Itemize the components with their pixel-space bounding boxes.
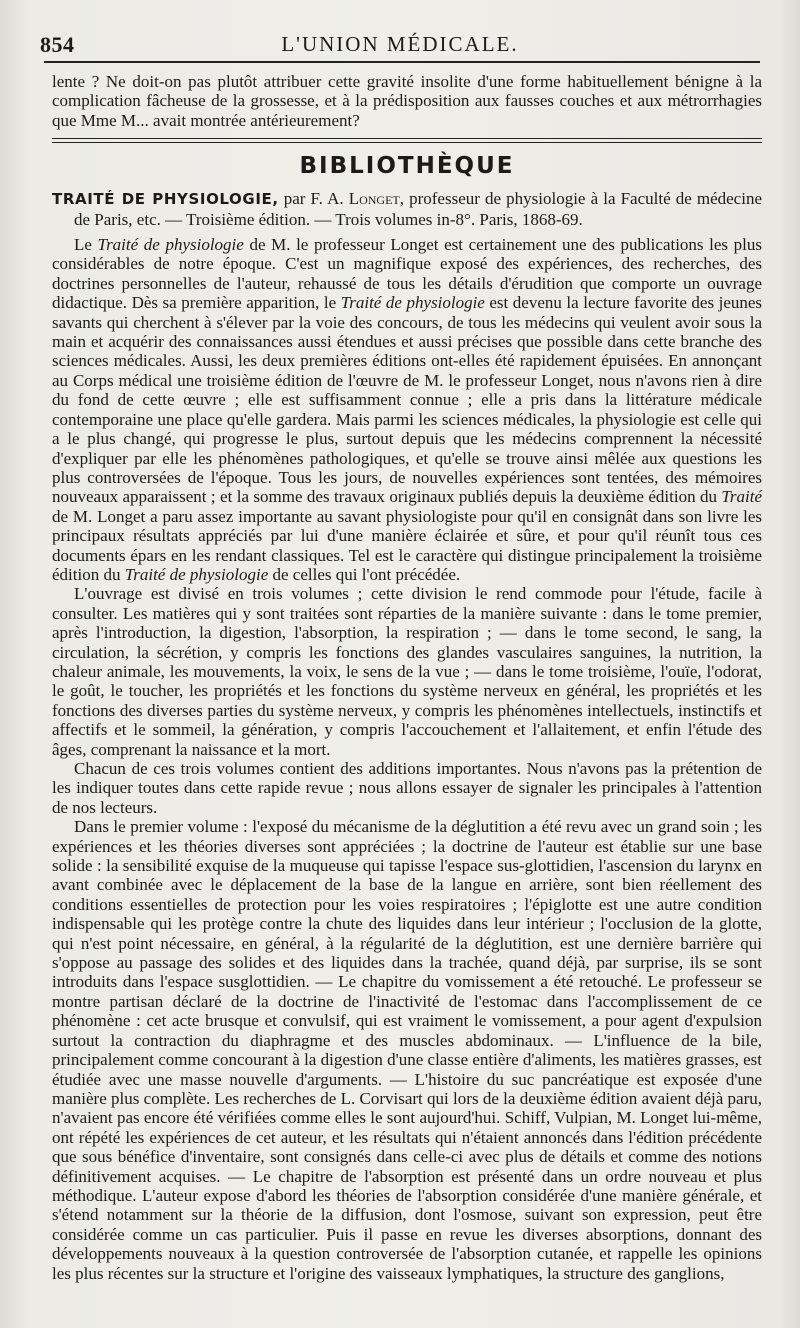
book-details: , professeur de physiologie à la Faculté de médecine de Paris, etc. — Troisième édition. — Trois volumes in-8°. Paris, 1868-69. — [74, 189, 763, 229]
intro-paragraph: lente ? Ne doit-on pas plutôt attribuer cette gravité insolite d'une forme habituellement bénigne à la complication fâcheuse de la grossesse, et à la prédisposition aux fausses couches et aux métrorrhagies que Mme M... avait montrée antérieurement? — [52, 72, 762, 130]
section-divider — [52, 138, 762, 143]
header-rule — [44, 61, 760, 63]
italic-title: Traité — [721, 487, 762, 507]
book-title: TRAITÉ DE PHYSIOLOGIE, — [52, 190, 279, 209]
body-paragraph-3: Chacun de ces trois volumes contient des additions importantes. Nous n'avons pas la prétention de les indiquer toutes dans cette rapide revue ; nous allons essayer de signaler les principales à l'attention de nos lecteurs. — [52, 759, 762, 817]
italic-title: Traité de physiologie — [97, 235, 244, 255]
book-author: Longet — [348, 189, 400, 209]
italic-title: Traité de physiologie — [340, 293, 485, 313]
running-head — [40, 28, 760, 58]
text-run: est devenu la lecture favorite des jeunes savants qui cherchent à s'élever par la voie des concours, de tous les médecins qui veulent avoir sous la main et acquérir des connaissances aussi étendues et aussi précises que possible dans cette branche des sciences médicales. Aussi, les deux premières éditions ont-elles été rapidement épuisées. En annonçant au Corps médical une troisième édition de l'œuvre de M. le professeur Longet, nous n'avons rien à dire du fond de cette œuvre ; elle est suffisamment connue ; elle a pris dans la littérature médicale contemporaine une place qu'elle gardera. Mais parmi les sciences médicales, la physiologie est celle qui a le plus changé, qui progresse le plus, surtout depuis que les médecins comprennent la nécessité d'expliquer par elle les phénomènes pathologiques, et qu'elle se trouve ainsi mêlée aux questions les plus controversées de l'époque. Tous les jours, de nouvelles expériences sont tentées, des mémoires nouveaux apparaissent ; et la somme des travaux originaux publiés depuis la deuxième édition du — [52, 293, 763, 507]
section-heading: BIBLIOTHÈQUE — [299, 153, 515, 180]
page-content — [52, 72, 762, 1283]
journal-title: L'UNION MÉDICALE. — [281, 32, 519, 56]
book-by: par F. A. — [278, 189, 349, 209]
text-run: de celles qui l'ont précédée. — [268, 564, 461, 584]
text-run: Le — [74, 235, 98, 255]
text-run: de M. le professeur Longet est certainement une des publications les plus considérables de notre époque. C'est un magnifique exposé des expériences, des recherches, des doctrines personnelles de l'auteur, rehaussé de tous les détails d'érudition que comporte un ouvrage didactique. Dès sa première apparition, le — [52, 235, 762, 313]
bibliography-entry — [52, 189, 762, 229]
body-paragraph-2: L'ouvrage est divisé en trois volumes ; cette division le rend commode pour l'étude, facile à consulter. Les matières qui y sont traitées sont réparties de la manière suivante : dans le tome premier, après l'introduction, la digestion, l'absorption, la respiration ; — dans le tome second, le sang, la circulation, la sécrétion, y compris les fonctions des glandes vasculaires sanguines, la nutrition, la chaleur animale, les mouvements, la voix, le sens de la vue ; — dans le tome troisième, l'ouïe, l'odorat, le goût, le toucher, les propriétés et les fonctions du système nerveux en général, les propriétés et les fonctions des diverses parties du système nerveux, y compris les phénomènes intellectuels, instinctifs et affectifs et le sommeil, la génération, y compris l'accouchement et l'allaitement, et enfin l'étude des âges, comprenant la naissance et la mort. — [52, 584, 762, 759]
text-run: de M. Longet a paru assez importante au savant physiologiste pour qu'il en consignât dans son livre les principaux résultats appréciés par lui d'une manière éclairée et sûre, et pour qu'il réunît tous ces documents épars en les rendant classiques. Tel est le caractère qui distingue principalement la troisième édition du — [52, 506, 762, 584]
italic-title: Traité de physiologie — [124, 564, 269, 584]
body-paragraph-1 — [52, 235, 762, 584]
page-number: 854 — [40, 32, 75, 57]
body-paragraph-4: Dans le premier volume : l'exposé du mécanisme de la déglutition a été revu avec un grand soin ; les expériences et les théories diverses sont appréciées ; la doctrine de l'auteur est établie sur une base solide : la sensibilité exquise de la muqueuse qui tapisse l'espace sus-glottidien, l'ascension du larynx en avant combinée avec le déplacement de la base de la langue en arrière, sont bien réellement des conditions essentielles de protection pour les voies respiratoires ; l'épiglotte est une autre condition indispensable qui les protège contre la chute des liquides dans leur intérieur ; l'occlusion de la glotte, qui n'est point nécessaire, en général, à la régularité de la déglutition, est une dernière barrière qui s'oppose au passage des solides et des liquides dans la trachée, quand déjà, par surprise, ils se sont introduits dans l'espace susglottidien. — Le chapitre du vomissement a été retouché. Le professeur se montre partisan déclaré de la doctrine de l'inactivité de l'estomac dans l'accomplissement de ce phénomène : cet acte brusque et convulsif, qui est vraiment le vomissement, a pour agent d'expulsion surtout la contraction du diaphragme et des muscles abdominaux. — L'influence de la bile, principalement comme concourant à la digestion d'une classe entière d'aliments, les matières grasses, est étudiée avec une masse nouvelle d'arguments. — L'histoire du suc pancréatique est exposée d'une manière plus complète. Les recherches de L. Corvisart qui lors de la deuxième édition avaient déjà paru, n'avaient pas encore été vérifiées comme elles le sont aujourd'hui. Schiff, Vulpian, M. Longet lui-même, ont répété les expériences de cet auteur, et les résultats qui n'étaient annoncés dans l'édition précédente que sous bénéfice d'inventaire, sont consignés dans celle-ci avec plus de détails et comme des notions définitivement acquises. — Le chapitre de l'absorption est présenté dans un ordre nouveau et plus méthodique. L'auteur expose d'abord les théories de l'absorption considérée d'une manière générale, et s'étend notamment sur la théorie de la diffusion, dont l'osmose, suivant son expression, peut être considérée comme un cas particulier. Puis il passe en revue les diverses absorptions, donnant des développements nouveaux à la question controversée de l'absorption cutanée, et rappelle les opinions les plus récentes sur la structure et l'origine des vaisseaux lymphatiques, la structure des ganglions, — [52, 817, 762, 1283]
